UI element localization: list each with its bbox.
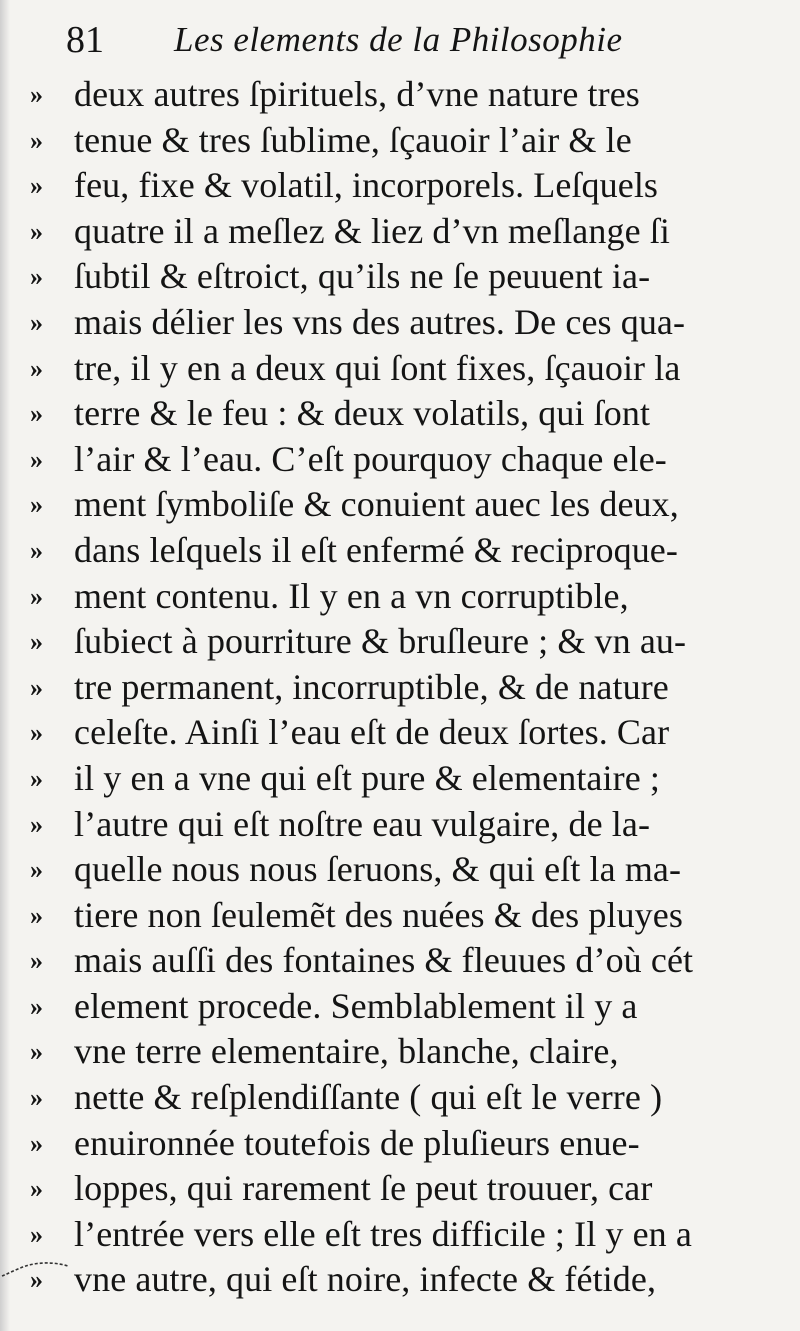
line-text: terre & le feu : & deux volatils, qui ſont xyxy=(74,393,651,434)
line-text: loppes, qui rarement ſe peut trouuer, car xyxy=(74,1168,653,1209)
line-text: l’entrée vers elle eſt tres difficile ; Il y en a xyxy=(74,1213,692,1254)
line-text: ment ſymboliſe & conuient auec les deux, xyxy=(74,484,679,525)
line-text: enuironnée toutefois de pluſieurs enue- xyxy=(74,1122,640,1163)
page-number: 81 xyxy=(66,19,104,61)
text-line xyxy=(30,1166,790,1212)
quotation-mark: » xyxy=(30,1265,43,1295)
quotation-mark: » xyxy=(30,1174,43,1204)
text-line xyxy=(30,984,790,1030)
line-text: feu, fixe & volatil, incorporels. Leſquels xyxy=(74,165,659,206)
margin-pen-mark xyxy=(0,1254,70,1284)
line-text: vne autre, qui eſt noire, infecte & fétide, xyxy=(74,1259,657,1300)
quotation-mark: » xyxy=(30,718,43,748)
line-text: tiere non ſeulemẽt des nuées & des pluyes xyxy=(74,894,683,935)
scan-edge-shadow xyxy=(0,0,10,1331)
line-text: quelle nous nous ſeruons, & qui eſt la ma- xyxy=(74,849,682,890)
quotation-mark: » xyxy=(30,1083,43,1113)
line-text: ſubtil & eſtroict, qu’ils ne ſe peuuent ia- xyxy=(74,256,651,297)
line-text: element procede. Semblablement il y a xyxy=(74,985,638,1026)
text-line xyxy=(30,346,790,392)
quotation-mark: » xyxy=(30,855,43,885)
quotation-mark: » xyxy=(30,262,43,292)
text-line xyxy=(30,938,790,984)
text-line xyxy=(30,1257,790,1303)
quotation-mark: » xyxy=(30,672,43,702)
quotation-mark: » xyxy=(30,946,43,976)
quotation-mark: » xyxy=(30,1219,43,1249)
line-text: nette & reſplendiſſante ( qui eſt le verre ) xyxy=(74,1077,663,1118)
quotation-mark: » xyxy=(30,535,43,565)
text-line xyxy=(30,665,790,711)
text-line xyxy=(30,163,790,209)
quotation-mark: » xyxy=(30,353,43,383)
line-text: l’autre qui eſt noſtre eau vulgaire, de la- xyxy=(74,803,651,844)
text-line xyxy=(30,1075,790,1121)
line-text: mais délier les vns des autres. De ces qua- xyxy=(74,301,686,342)
line-text: il y en a vne qui eſt pure & elementaire ; xyxy=(74,757,660,798)
line-text: tre permanent, incorruptible, & de nature xyxy=(74,666,669,707)
text-line xyxy=(30,482,790,528)
quotation-mark: » xyxy=(30,1037,43,1067)
text-line xyxy=(30,254,790,300)
text-line xyxy=(30,118,790,164)
text-line xyxy=(30,802,790,848)
text-line xyxy=(30,1029,790,1075)
quotation-mark: » xyxy=(30,171,43,201)
quotation-mark: » xyxy=(30,307,43,337)
quotation-mark: » xyxy=(30,1128,43,1158)
line-text: ment contenu. Il y en a vn corruptible, xyxy=(74,575,629,616)
text-line xyxy=(30,391,790,437)
quotation-mark: » xyxy=(30,900,43,930)
text-line xyxy=(30,1212,790,1258)
text-line xyxy=(30,756,790,802)
text-line xyxy=(30,710,790,756)
text-line xyxy=(30,619,790,665)
quotation-mark: » xyxy=(30,216,43,246)
text-line xyxy=(30,574,790,620)
quotation-mark: » xyxy=(30,490,43,520)
text-line xyxy=(30,209,790,255)
text-line xyxy=(30,72,790,118)
text-line xyxy=(30,300,790,346)
text-line xyxy=(30,893,790,939)
quotation-mark: » xyxy=(30,80,43,109)
line-text: celeſte. Ainſi l’eau eſt de deux ſortes. Car xyxy=(74,712,670,753)
line-text: l’air & l’eau. C’eſt pourquoy chaque ele- xyxy=(74,438,667,479)
line-text: vne terre elementaire, blanche, claire, xyxy=(74,1031,619,1072)
line-text: ſubiect à pourriture & bruſleure ; & vn au- xyxy=(74,621,687,662)
line-text: tenue & tres ſublime, ſçauoir l’air & le xyxy=(74,119,632,160)
line-text: quatre il a meſlez & liez d’vn meſlange ſi xyxy=(74,210,670,251)
running-title: Les elements de la Philosophie xyxy=(174,20,623,59)
quotation-mark: » xyxy=(30,581,43,611)
text-line xyxy=(30,528,790,574)
quotation-mark: » xyxy=(30,627,43,657)
quotation-mark: » xyxy=(30,125,43,155)
line-text: mais auſſi des fontaines & fleuues d’où cét xyxy=(74,940,694,981)
text-line xyxy=(30,1121,790,1167)
text-line xyxy=(30,847,790,893)
quotation-mark: » xyxy=(30,399,43,429)
quotation-mark: » xyxy=(30,991,43,1021)
quotation-mark: » xyxy=(30,763,43,793)
body-text xyxy=(30,72,790,1303)
quotation-mark: » xyxy=(30,809,43,839)
quotation-mark: » xyxy=(30,444,43,474)
line-text: deux autres ſpirituels, d’vne nature tres xyxy=(74,74,640,114)
text-line xyxy=(30,437,790,483)
line-text: dans leſquels il eſt enfermé & reciproque- xyxy=(74,529,678,570)
page-header xyxy=(66,14,786,66)
line-text: tre, il y en a deux qui ſont fixes, ſçauoir la xyxy=(74,347,681,388)
